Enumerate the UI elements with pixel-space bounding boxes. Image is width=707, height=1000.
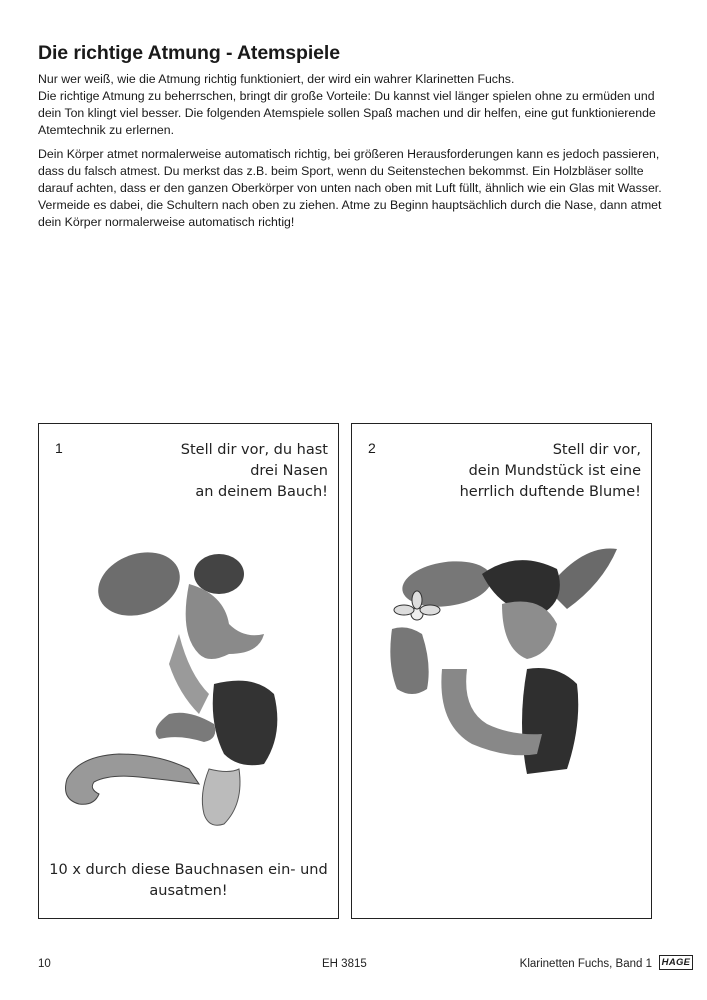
fox-vest	[213, 681, 278, 766]
fox-belly	[202, 769, 240, 825]
caption-line: an deinem Bauch!	[195, 484, 328, 500]
fox-belly-illustration	[39, 424, 340, 920]
book-title: Klarinetten Fuchs, Band 1	[519, 958, 652, 970]
edition-code: EH 3815	[322, 958, 367, 970]
intro-line-1: Nur wer weiß, wie die Atmung richtig funktioniert, der wird ein wahrer Klarinetten Fuchs.	[38, 72, 515, 86]
fox-hand	[390, 627, 428, 694]
fox-cap	[194, 554, 244, 594]
caption-line: Stell dir vor,	[552, 442, 641, 458]
intro-text	[38, 71, 670, 238]
exercise-card-1	[38, 423, 339, 919]
instruction-line: 10 x durch diese Bauchnasen ein- und	[49, 862, 328, 878]
caption-line: drei Nasen	[250, 463, 328, 479]
caption-line: herrlich duftende Blume!	[459, 484, 641, 500]
fox-arm	[156, 713, 216, 742]
card-number: 1	[55, 440, 63, 456]
page-title: Die richtige Atmung - Atemspiele	[38, 42, 340, 64]
card-number: 2	[368, 440, 376, 456]
caption-line: Stell dir vor, du hast	[180, 442, 328, 458]
caption-line: dein Mundstück ist eine	[468, 463, 641, 479]
instruction-line: ausatmen!	[149, 883, 228, 899]
fox-vest	[522, 668, 578, 774]
card-instruction	[45, 860, 332, 902]
fox-tail	[66, 754, 200, 804]
page-number: 10	[38, 958, 51, 970]
fox-flower-illustration	[352, 424, 653, 920]
intro-paragraph-1	[38, 71, 670, 139]
publisher-logo: HAGE	[659, 955, 693, 970]
exercise-card-2	[351, 423, 652, 919]
fox-face	[502, 602, 557, 660]
intro-line-2: Die richtige Atmung zu beherrschen, bringt dir große Vorteile: Du kannst viel länger spielen ohne zu ermüden und dein Ton klingt viel besser. Die folgenden Atemspiele sollen Spaß machen und dir helfen, eine gut funktionierende Atemtechnik zu erlernen.	[38, 89, 656, 137]
intro-paragraph-2: Dein Körper atmet normalerweise automatisch richtig, bei größeren Herausforderungen kann es jedoch passieren, dass du falsch atmest. Du merkst das z.B. beim Sport, wenn du Seitenstechen bekommst. Ein Holzbläser sollte darauf achten, dass er den ganzen Oberkörper von unten nach oben mit Luft füllt, ähnlich wie ein Glas mit Wasser. Vermeide es dabei, die Schultern nach oben zu ziehen. Atme zu Beginn hauptsächlich durch die Nase, dann atmet dein Körper normalerweise automatisch richtig!	[38, 147, 662, 229]
fox-snout	[186, 584, 264, 659]
fox-ear	[89, 541, 188, 626]
